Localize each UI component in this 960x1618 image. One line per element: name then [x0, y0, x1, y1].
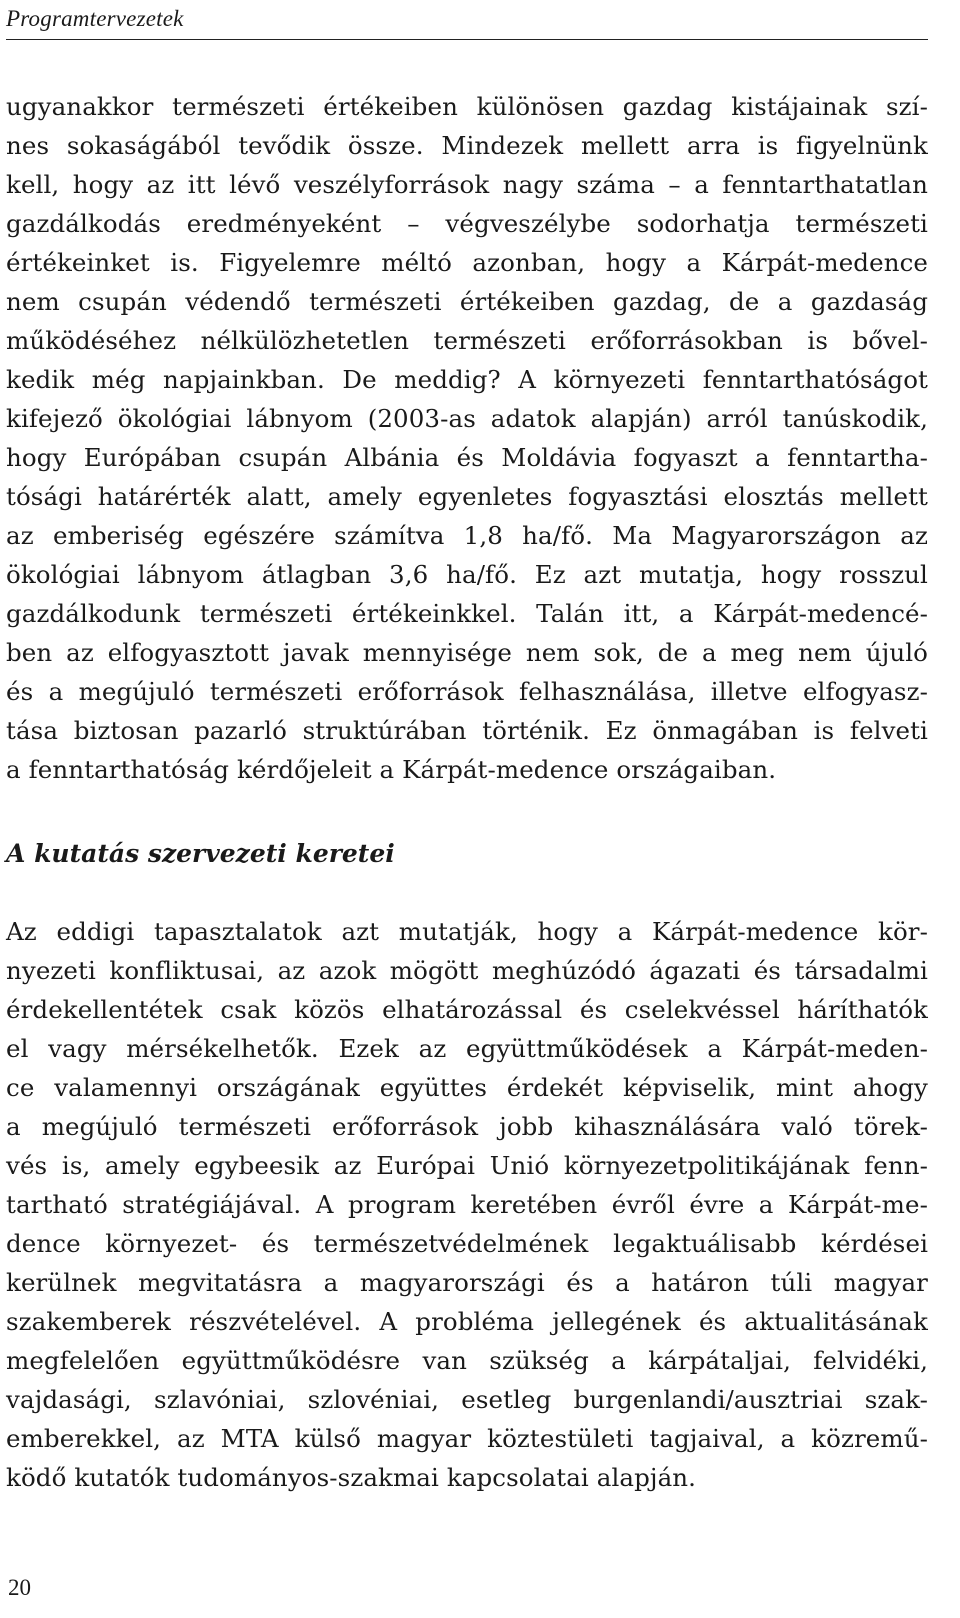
text-line: kerülnek megvitatásra a magyarországi és a határon túli magyar: [6, 1268, 928, 1297]
text-line: ködő kutatók tudományos-szakmai kapcsolatai alapján.: [6, 1463, 697, 1492]
text-line: tása biztosan pazarló struktúrában történik. Ez önmagában is felveti: [6, 716, 928, 745]
text-line: értékeinket is. Figyelemre méltó azonban, hogy a Kárpát-medence: [6, 248, 928, 277]
text-line: és a megújuló természeti erőforrások felhasználása, illetve elfogyasz-: [6, 677, 928, 706]
header-rule: [6, 39, 928, 40]
text-line: emberekkel, az MTA külső magyar köztestületi tagjaival, a közremű-: [6, 1424, 928, 1453]
text-line: érdekellentétek csak közös elhatározással és cselekvéssel háríthatók: [6, 995, 928, 1024]
text-line: nem csupán védendő természeti értékeiben gazdag, de a gazdaság: [6, 287, 928, 316]
text-line: működéséhez nélkülözhetetlen természeti erőforrásokban is bővel-: [6, 326, 928, 355]
text-line: szakemberek részvételével. A probléma jellegének és aktualitásának: [6, 1307, 928, 1336]
page-number: 20: [8, 1575, 31, 1600]
text-line: tartható stratégiájával. A program keretében évről évre a Kárpát-me-: [6, 1190, 928, 1219]
text-line: tósági határérték alatt, amely egyenletes fogyasztási elosztás mellett: [6, 482, 928, 511]
text-line: Az eddigi tapasztalatok azt mutatják, hogy a Kárpát-medence kör-: [6, 917, 928, 946]
section-heading: A kutatás szervezeti keretei: [6, 839, 395, 868]
text-line: ce valamennyi országának együttes érdekét képviselik, mint ahogy: [6, 1073, 928, 1102]
text-line: ökológiai lábnyom átlagban 3,6 ha/fő. Ez azt mutatja, hogy rosszul: [6, 560, 928, 589]
text-line: vajdasági, szlavóniai, szlovéniai, esetleg burgenlandi/ausztriai szak-: [6, 1385, 928, 1414]
text-line: hogy Európában csupán Albánia és Moldávia fogyaszt a fenntartha-: [6, 443, 928, 472]
body-paragraph-2: [6, 912, 928, 1497]
text-line: a megújuló természeti erőforrások jobb kihasználására való törek-: [6, 1112, 928, 1141]
text-line: el vagy mérsékelhetők. Ezek az együttműködések a Kárpát-meden-: [6, 1034, 928, 1063]
text-line: gazdálkodás eredményeként – végveszélybe sodorhatja természeti: [6, 209, 928, 238]
text-line: kell, hogy az itt lévő veszélyforrások nagy száma – a fenntarthatatlan: [6, 170, 928, 199]
text-line: vés is, amely egybeesik az Európai Unió környezetpolitikájának fenn-: [6, 1151, 928, 1180]
body-paragraph-1: [6, 87, 928, 789]
text-line: az emberiség egészére számítva 1,8 ha/fő. Ma Magyarországon az: [6, 521, 928, 550]
text-line: nyezeti konfliktusai, az azok mögött meghúzódó ágazati és társadalmi: [6, 956, 928, 985]
text-line: gazdálkodunk természeti értékeinkkel. Talán itt, a Kárpát-medencé-: [6, 599, 928, 628]
text-line: kedik még napjainkban. De meddig? A környezeti fenntarthatóságot: [6, 365, 928, 394]
text-line: nes sokaságából tevődik össze. Mindezek mellett arra is figyelnünk: [6, 131, 928, 160]
text-line: a fenntarthatóság kérdőjeleit a Kárpát-medence országaiban.: [6, 755, 777, 784]
text-line: megfelelően együttműködésre van szükség a kárpátaljai, felvidéki,: [6, 1346, 928, 1375]
text-line: dence környezet- és természetvédelmének legaktuálisabb kérdései: [6, 1229, 928, 1258]
text-line: ben az elfogyasztott javak mennyisége nem sok, de a meg nem újuló: [6, 638, 928, 667]
running-head: Programtervezetek: [6, 6, 184, 31]
text-line: kifejező ökológiai lábnyom (2003-as adatok alapján) arról tanúskodik,: [6, 404, 928, 433]
text-line: ugyanakkor természeti értékeiben különösen gazdag kistájainak szí-: [6, 92, 928, 121]
